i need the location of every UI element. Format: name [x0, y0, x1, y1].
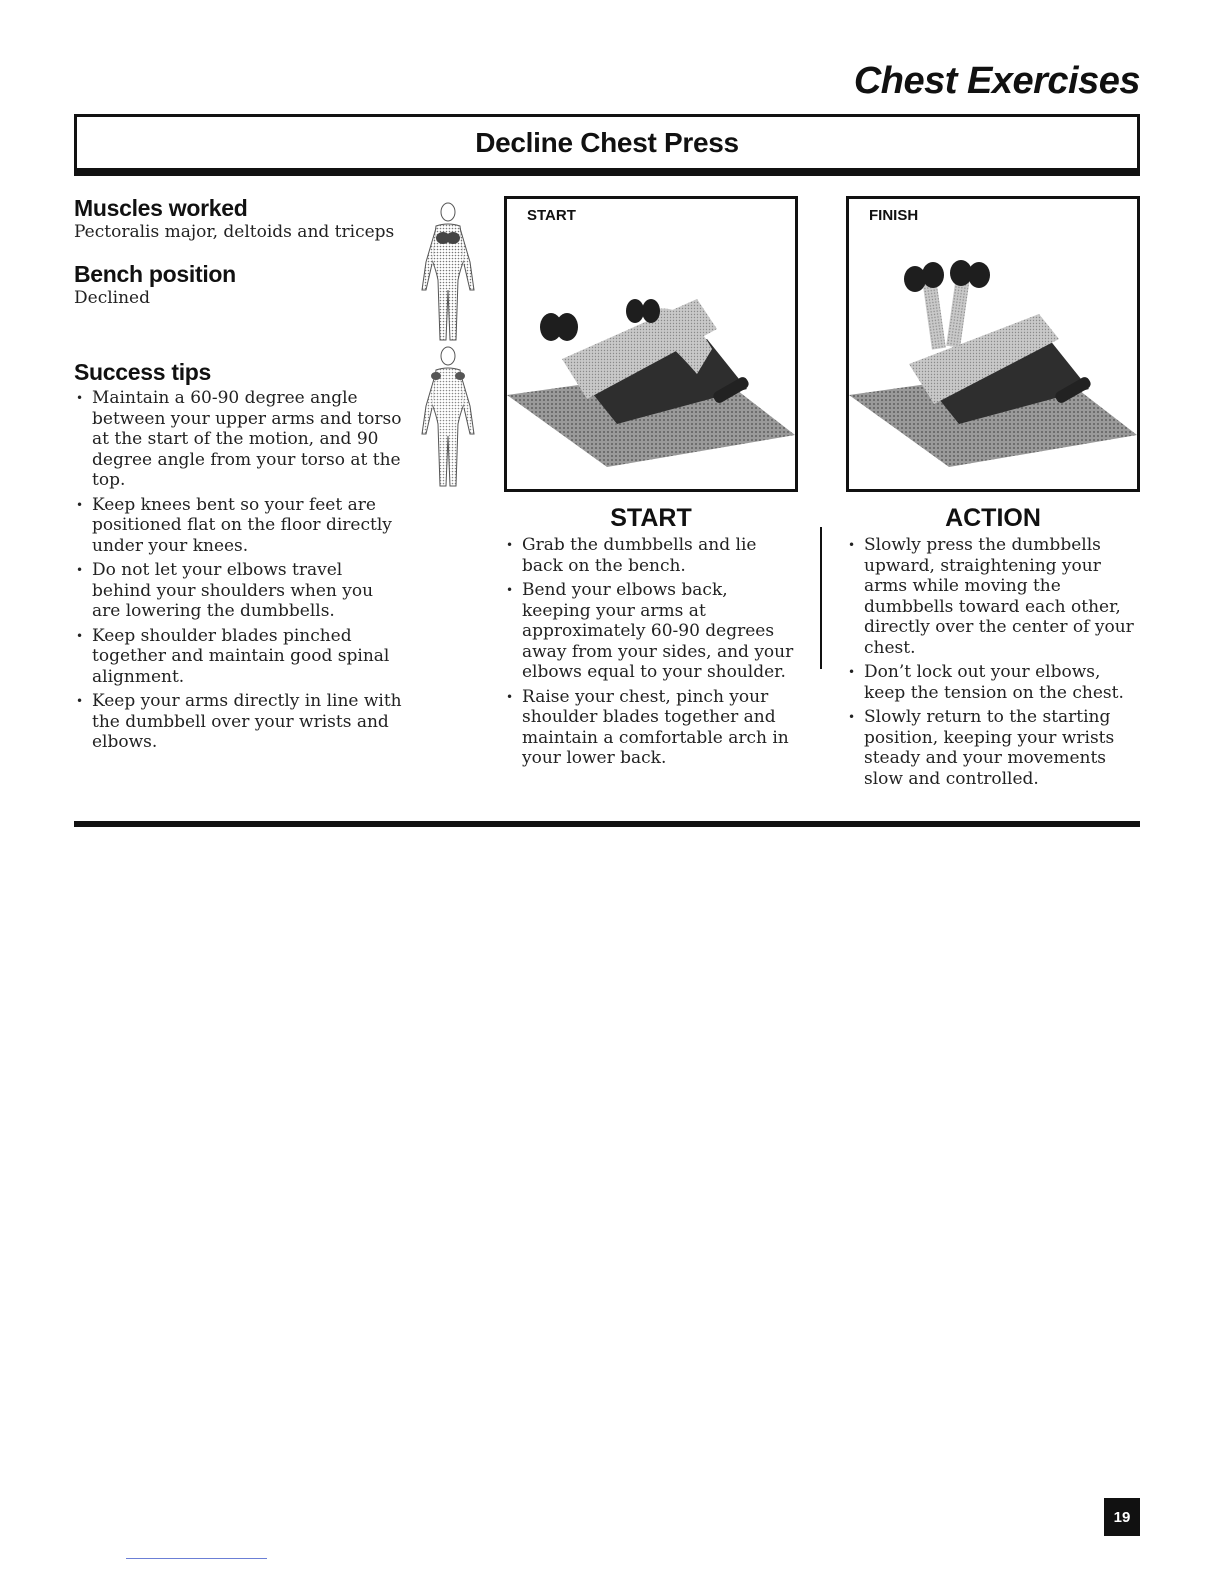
exercise-title-box — [74, 114, 1140, 176]
anatomy-back-figure — [412, 344, 484, 494]
anatomy-front-figure — [412, 200, 484, 348]
page-number: 19 — [1104, 1498, 1140, 1536]
list-item: • Raise your chest, pinch your shoulder blades together and maintain a comfortable arch in your lower back. — [504, 687, 794, 769]
column-divider — [820, 527, 822, 669]
list-item: • Keep your arms directly in line with the dumbbell over your wrists and elbows. — [74, 691, 406, 753]
list-item: • Bend your elbows back, keeping your arms at approximately 60-90 degrees away from your sides, and your elbows equal to your shoulder. — [504, 580, 794, 683]
section-title: Chest Exercises — [853, 60, 1140, 102]
finish-bench-illustration — [849, 199, 1137, 489]
list-item: • Maintain a 60-90 degree angle between your upper arms and torso at the start of the motion, and 90 degree angle from your torso at the top. — [74, 388, 406, 491]
start-heading: START — [610, 504, 692, 532]
list-item: • Don’t lock out your elbows, keep the tension on the chest. — [846, 662, 1136, 703]
list-item: • Keep knees bent so your feet are positioned flat on the floor directly under your knees. — [74, 495, 406, 557]
muscles-text: Pectoralis major, deltoids and triceps — [74, 222, 395, 242]
list-item: • Slowly return to the starting position, keeping your wrists steady and your movements slow and controlled. — [846, 707, 1136, 789]
tips-heading: Success tips — [74, 359, 212, 385]
start-photo-label: START — [527, 207, 576, 224]
list-item: • Grab the dumbbells and lie back on the bench. — [504, 535, 794, 576]
left-column — [74, 194, 414, 757]
finish-photo — [846, 196, 1140, 492]
start-steps-list — [504, 535, 794, 773]
footer-line — [126, 1558, 267, 1559]
bench-text: Declined — [74, 288, 150, 308]
start-bench-illustration — [507, 199, 795, 489]
action-steps-list — [846, 535, 1136, 793]
start-photo — [504, 196, 798, 492]
muscles-heading: Muscles worked — [74, 195, 248, 221]
exercise-title: Decline Chest Press — [475, 126, 739, 158]
tips-list — [74, 388, 406, 753]
finish-photo-label: FINISH — [869, 207, 919, 224]
list-item: • Keep shoulder blades pinched together and maintain good spinal alignment. — [74, 626, 406, 688]
bottom-rule — [74, 821, 1140, 827]
list-item: • Slowly press the dumbbells upward, straightening your arms while moving the dumbbells toward each other, directly over the center of your chest. — [846, 535, 1136, 658]
list-item: • Do not let your elbows travel behind your shoulders when you are lowering the dumbbells. — [74, 560, 406, 622]
bench-heading: Bench position — [74, 261, 236, 287]
action-heading: ACTION — [945, 504, 1041, 532]
